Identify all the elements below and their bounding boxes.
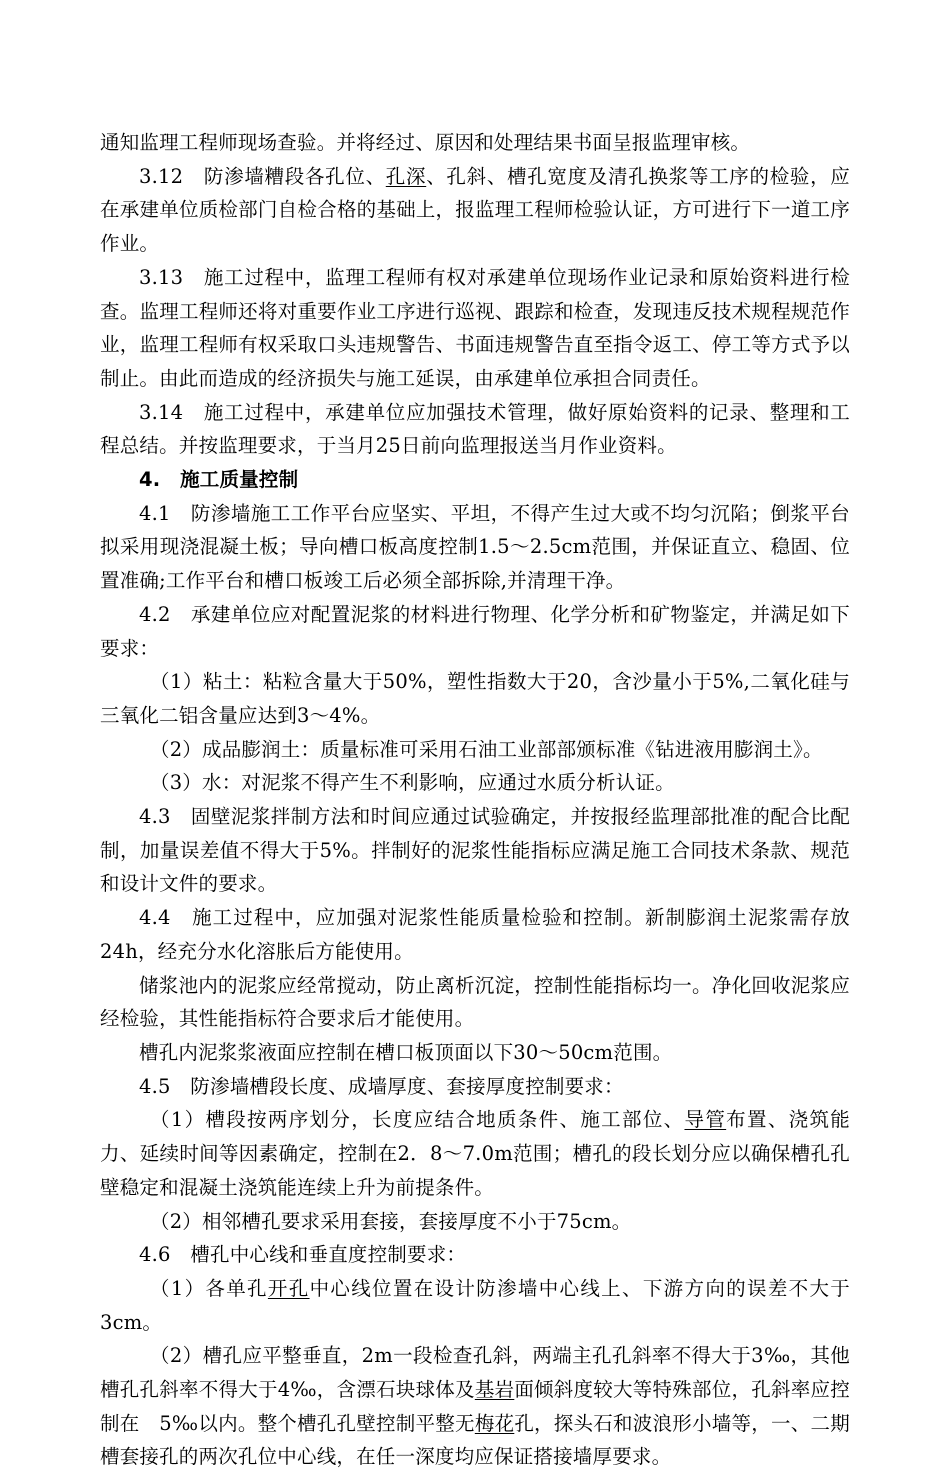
text-run: 3.14 施工过程中，承建单位应加强技术管理，做好原始资料的记录、整理和工程总结。并按监理要求，于当月25日前向监理报送当月作业资料。 [100,400,850,458]
paragraph-3-12 [100,160,850,261]
text-run: 3.13 施工过程中，监理工程师有权对承建单位现场作业记录和原始资料进行检查。监理工程师还将对重要作业工序进行巡视、跟踪和检查，发现违反技术规程规范作业，监理工程师有权采取口头违规警告、书面违规警告直至指令返工、停工等方式予以制止。由此而造成的经济损失与施工延误，由承建单位承担合同责任。 [100,265,850,390]
list-item-bentonite [100,733,850,767]
text-run: 中心线位置在设计防渗墙中心线上、下游方向的误差不大于3cm。 [100,1276,851,1334]
section-heading-4 [100,463,850,497]
paragraph-4-3 [100,800,850,901]
paragraph-4-6 [100,1238,850,1272]
paragraph-3-14 [100,396,850,463]
underlined-term: 梅花 [474,1411,515,1435]
text-run: 孔，探头石和波浪形小墙等，一、二期槽套接孔的两次孔位中心线，在任一深度均应保证搭接墙厚要求。 [100,1411,850,1469]
text-run: （1）槽段按两序划分，长度应结合地质条件、施工部位、 [150,1108,685,1132]
text-run: （2）成品膨润土：质量标准可采用石油工业部部颁标准《钻进液用膨润土》。 [150,737,823,761]
text-run: 4.5 防渗墙槽段长度、成墙厚度、套接厚度控制要求： [139,1074,624,1098]
underlined-term: 导管 [684,1108,727,1132]
text-run: 通知监理工程师现场查验。并将经过、原因和处理结果书面呈报监理审核。 [100,131,751,154]
text-run: 面倾斜度较大等特殊部位，孔斜率应控制在 5‰以内。整个槽孔孔壁控制平整无 [100,1378,850,1435]
paragraph-slurry-level [100,1036,850,1070]
heading-text: 4. 施工质量控制 [139,468,299,492]
text-run: （2）槽孔应平整垂直，2m一段检查孔斜，两端主孔孔斜率不得大于3‰，其他槽孔孔斜率不得大于4‰，含漂石块球体及 [100,1344,850,1402]
text-run: （1）各单孔 [150,1276,268,1300]
text-run: （1）粘土：粘粒含量大于50%，塑性指数大于20，含沙量小于5%,二氧化硅与三氧化二铝含量应达到3～4%。 [100,670,850,727]
text-run: （2）相邻槽孔要求采用套接，套接厚度不小于75cm。 [150,1209,632,1233]
paragraph-4-5 [100,1070,850,1104]
list-item-water [100,766,850,800]
text-run: 4.1 防渗墙施工工作平台应坚实、平坦，不得产生过大或不均匀沉陷；倒浆平台拟采用现浇混凝土板；导向槽口板高度控制1.5～2.5cm范围，并保证直立、稳固、位置准确;工作平台和槽口板竣工后必须全部拆除,并清理干净。 [100,501,850,593]
underlined-term: 开孔 [267,1276,310,1300]
text-run: 4.4 施工过程中，应加强对泥浆性能质量检验和控制。新制膨润土泥浆需存放24h，经充分水化溶胀后方能使用。 [100,906,850,963]
text-run: 3.12 防渗墙糟段各孔位、 [139,164,386,188]
list-item-verticality [100,1339,850,1474]
list-item-overlap [100,1205,850,1239]
text-run: 槽孔内泥浆浆液面应控制在槽口板顶面以下30～50cm范围。 [139,1040,673,1064]
list-item-centerline [100,1272,850,1339]
paragraph-continuation [100,126,850,160]
paragraph-4-4 [100,901,850,968]
paragraph-3-13 [100,261,850,396]
underlined-term: 基岩 [474,1378,515,1402]
text-run: 、孔斜、槽孔宽度及清孔换浆等工序的检验，应在承建单位质检部门自检合格的基础上，报监理工程师检验认证，方可进行下一道工序作业。 [100,164,851,256]
text-run: 4.2 承建单位应对配置泥浆的材料进行物理、化学分析和矿物鉴定，并满足如下要求： [100,602,850,660]
text-run: （3）水：对泥浆不得产生不利影响，应通过水质分析认证。 [150,771,675,795]
paragraph-slurry-pool [100,969,850,1036]
text-run: 4.6 槽孔中心线和垂直度控制要求： [139,1243,467,1267]
text-run: 4.3 固壁泥浆拌制方法和时间应通过试验确定，并按报经监理部批准的配合比配制，加量误差值不得大于5%。拌制好的泥浆性能指标应满足施工合同技术条款、规范和设计文件的要求。 [100,805,850,896]
list-item-panel-length [100,1103,850,1204]
list-item-clay [100,665,850,732]
text-run: 布置、浇筑能力、延续时间等因素确定，控制在2．8～7.0m范围；槽孔的段长划分应以确保槽孔孔壁稳定和混凝土浇筑能连续上升为前提条件。 [100,1108,851,1199]
paragraph-4-2 [100,598,850,665]
underlined-term: 孔深 [385,164,427,188]
paragraph-4-1 [100,497,850,598]
text-run: 储浆池内的泥浆应经常搅动，防止离析沉淀，控制性能指标均一。净化回收泥浆应经检验，其性能指标符合要求后才能使用。 [100,973,850,1031]
